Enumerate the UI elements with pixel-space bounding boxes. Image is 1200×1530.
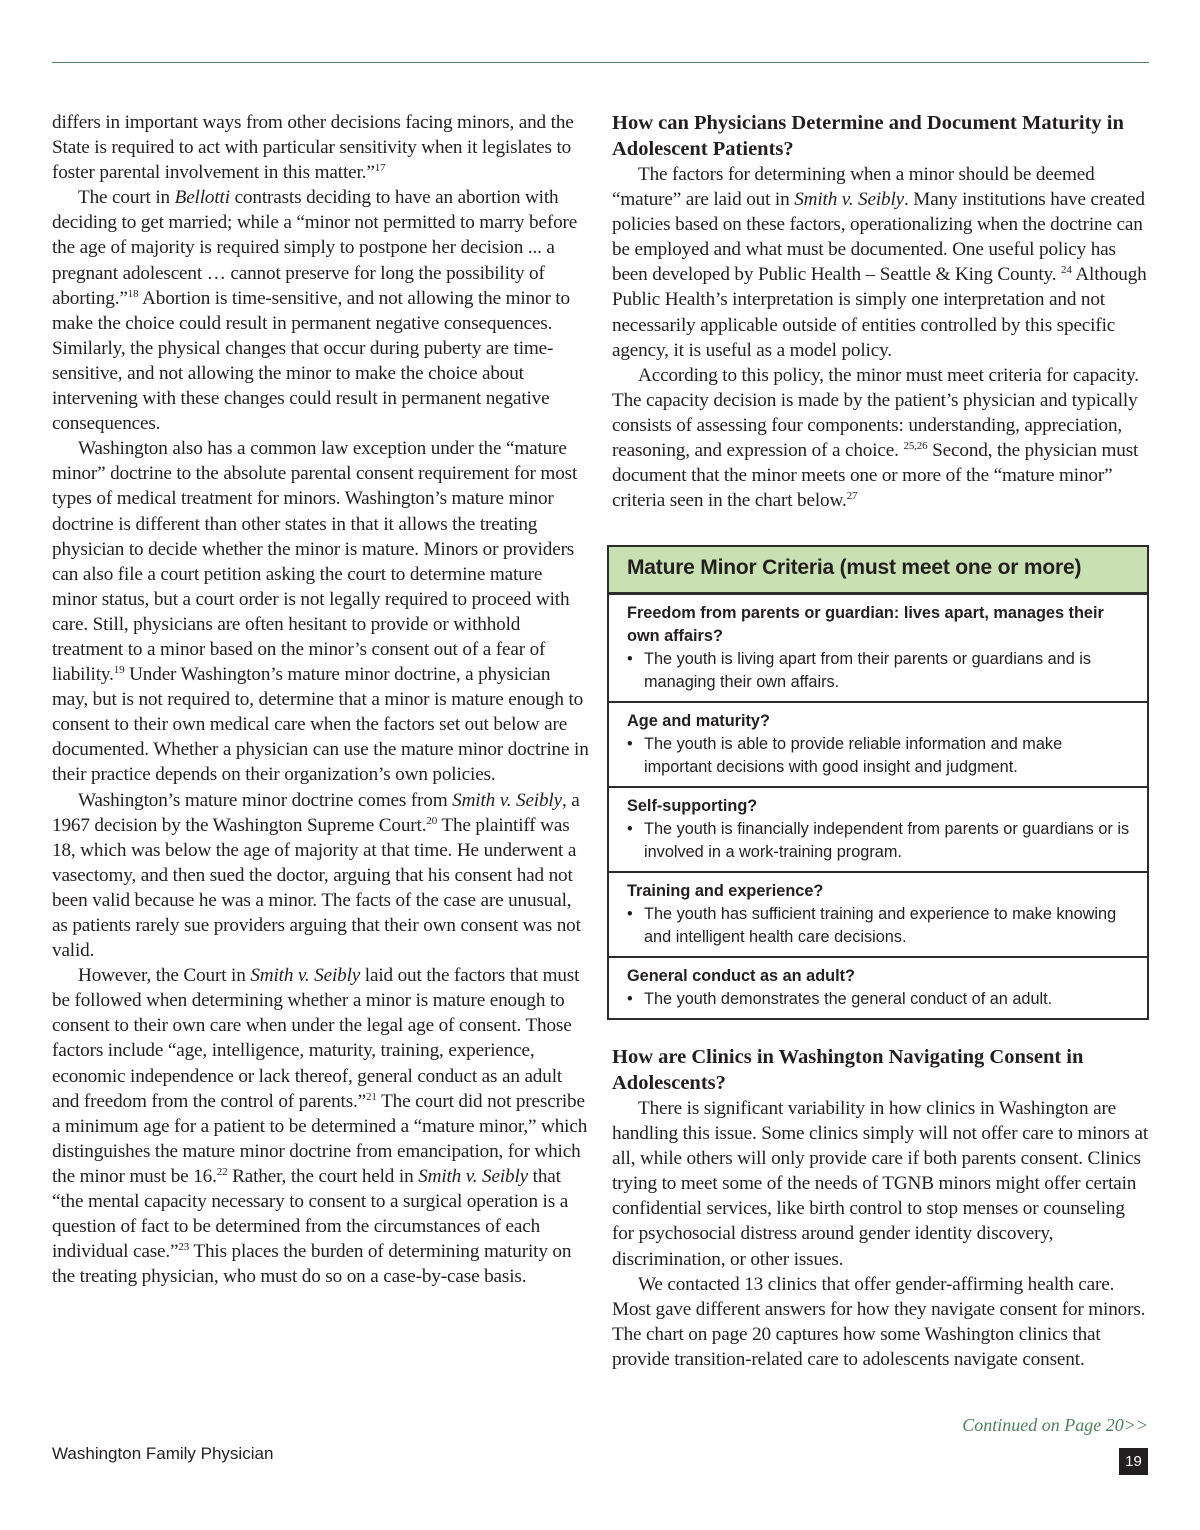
criteria-answer: • The youth demonstrates the general conduct of an adult. bbox=[627, 988, 1133, 1011]
criteria-answer: • The youth is living apart from their parents or guardians and is managing their own affairs. bbox=[627, 648, 1133, 694]
page-number: 19 bbox=[1119, 1448, 1148, 1475]
criteria-question: General conduct as an adult? bbox=[627, 967, 855, 985]
body-paragraph: Washington’s mature minor doctrine comes from Smith v. Seibly, a 1967 decision by the Washington Supreme Court.$^{20}$ The plaintiff was 18, which was below the age of majority at that time. He underwent a vasectomy, and then sued the doctor, arguing that his consent had not been valid because he was a minor. The facts of the case are unusual, as patients rarely sue providers arguing that their own consent was not valid. bbox=[52, 789, 581, 962]
body-paragraph: Washington also has a common law exception under the “mature minor” doctrine to the absolute parental consent requirement for most types of medical treatment for minors. Washington’s mature minor doctrine is different than other states in that it allows the treating physician to decide whether the minor is mature. Minors or providers can also file a court petition asking the court to determine mature minor status, but a court order is not legally required to proceed with care. Still, physicians are often hesitant to provide or withhold treatment to a minor based on the minor’s consent out of a fear of liability.$^{19}$ Under Washington’s mature minor doctrine, a physician may, but is not required to, determine that a minor is mature enough to consent to their own medical care when the factors set out below are documented. Whether a physician can use the mature minor doctrine in their practice depends on their organization’s own policies. bbox=[52, 438, 589, 786]
criteria-row bbox=[609, 786, 1147, 871]
section-heading: How are Clinics in Washington Navigating Consent in Adolescents? bbox=[612, 1046, 1084, 1094]
criteria-row bbox=[609, 593, 1147, 701]
body-paragraph: The factors for determining when a minor should be deemed “mature” are laid out in Smith v. Seibly. Many institutions have created policies based on these factors, operationalizing when the doctrine can be employed and what must be documented. One useful policy has been developed by Public Health – Seattle & King County. $^{24}$ Although Public Health’s interpretation is simply one interpretation and not necessarily applicable outside of entities controlled by this specific agency, it is useful as a model policy. bbox=[612, 164, 1147, 361]
right-column-top bbox=[612, 110, 1150, 513]
body-paragraph: The court in Bellotti contrasts deciding to have an abortion with deciding to get married; while a “minor not permitted to marry before the age of majority is required simply to postpone her decision ... a pregnant adolescent … cannot preserve for long the possibility of aborting.”$^{18}$ Abortion is time-sensitive, and not allowing the minor to make the choice could result in permanent negative consequences. Similarly, the physical changes that occur during puberty are time-sensitive, and not allowing the minor to make the choice about intervening with these changes could result in permanent negative consequences. bbox=[52, 187, 578, 435]
body-paragraph: However, the Court in Smith v. Seibly laid out the factors that must be followed when determining whether a minor is mature enough to consent to their own care when under the legal age of consent. Those factors include “age, intelligence, maturity, training, experience, economic independence or lack thereof, general conduct as an adult and freedom from the control of parents.”$^{21}$ The court did not prescribe a minimum age for a patient to be determined a “mature minor,” which distinguishes the mature minor doctrine from emancipation, for which the minor must be 16.22 Rather, the court held in Smith v. Seibly that “the mental capacity necessary to consent to a surgical operation is a question of fact to be determined from the circumstances of each individual case.”$^{23}$ This places the burden of determining maturity on the treating physician, who must do so on a case-by-case basis. bbox=[52, 965, 588, 1288]
criteria-row bbox=[609, 871, 1147, 956]
criteria-answer: • The youth is able to provide reliable information and make important decisions with good insight and judgment. bbox=[627, 733, 1133, 779]
criteria-question: Freedom from parents or guardian: lives apart, manages their own affairs? bbox=[627, 604, 1104, 645]
right-column-bottom bbox=[612, 1044, 1150, 1372]
continued-link[interactable]: Continued on Page 20>> bbox=[962, 1415, 1148, 1435]
criteria-question: Training and experience? bbox=[627, 882, 824, 900]
body-paragraph: We contacted 13 clinics that offer gender-affirming health care. Most gave different answers for how they navigate consent for minors. The chart on page 20 captures how some Washington clinics that provide transition-related care to adolescents navigate consent. bbox=[612, 1273, 1146, 1370]
publication-title: Washington Family Physician bbox=[52, 1444, 274, 1463]
section-heading: How can Physicians Determine and Document Maturity in Adolescent Patients? bbox=[612, 112, 1124, 160]
criteria-question: Self-supporting? bbox=[627, 797, 758, 815]
criteria-row bbox=[609, 701, 1147, 786]
criteria-row bbox=[609, 956, 1147, 1018]
criteria-answer: • The youth has sufficient training and experience to make knowing and intelligent health care decisions. bbox=[627, 903, 1133, 949]
mature-minor-criteria-table bbox=[607, 545, 1149, 1020]
criteria-answer: • The youth is financially independent from parents or guardians or is involved in a work-training program. bbox=[627, 818, 1133, 864]
body-paragraph: differs in important ways from other decisions facing minors, and the State is required to act with particular sensitivity when it legislates to foster parental involvement in this matter.”$^{17}$ bbox=[52, 112, 574, 184]
top-rule bbox=[52, 62, 1149, 63]
left-column bbox=[52, 110, 590, 1289]
criteria-table-title: Mature Minor Criteria (must meet one or more) bbox=[609, 547, 1147, 593]
body-paragraph: According to this policy, the minor must meet criteria for capacity. The capacity decision is made by the patient’s physician and typically consists of assessing four components: understanding, appreciation, reasoning, and expression of a choice. $^{25,26}$ Second, the physician must document that the minor meets one or more of the “mature minor” criteria seen in the chart below.$^{27}$ bbox=[612, 364, 1139, 512]
body-paragraph: There is significant variability in how clinics in Washington are handling this issue. Some clinics simply will not offer care to minors at all, while others will only provide care if both parents consent. Clinics trying to meet some of the needs of TGNB minors might offer certain confidential services, like birth control to stop menses or counseling for psychosocial distress around gender identity discovery, discrimination, or other issues. bbox=[612, 1098, 1148, 1270]
criteria-question: Age and maturity? bbox=[627, 712, 770, 730]
